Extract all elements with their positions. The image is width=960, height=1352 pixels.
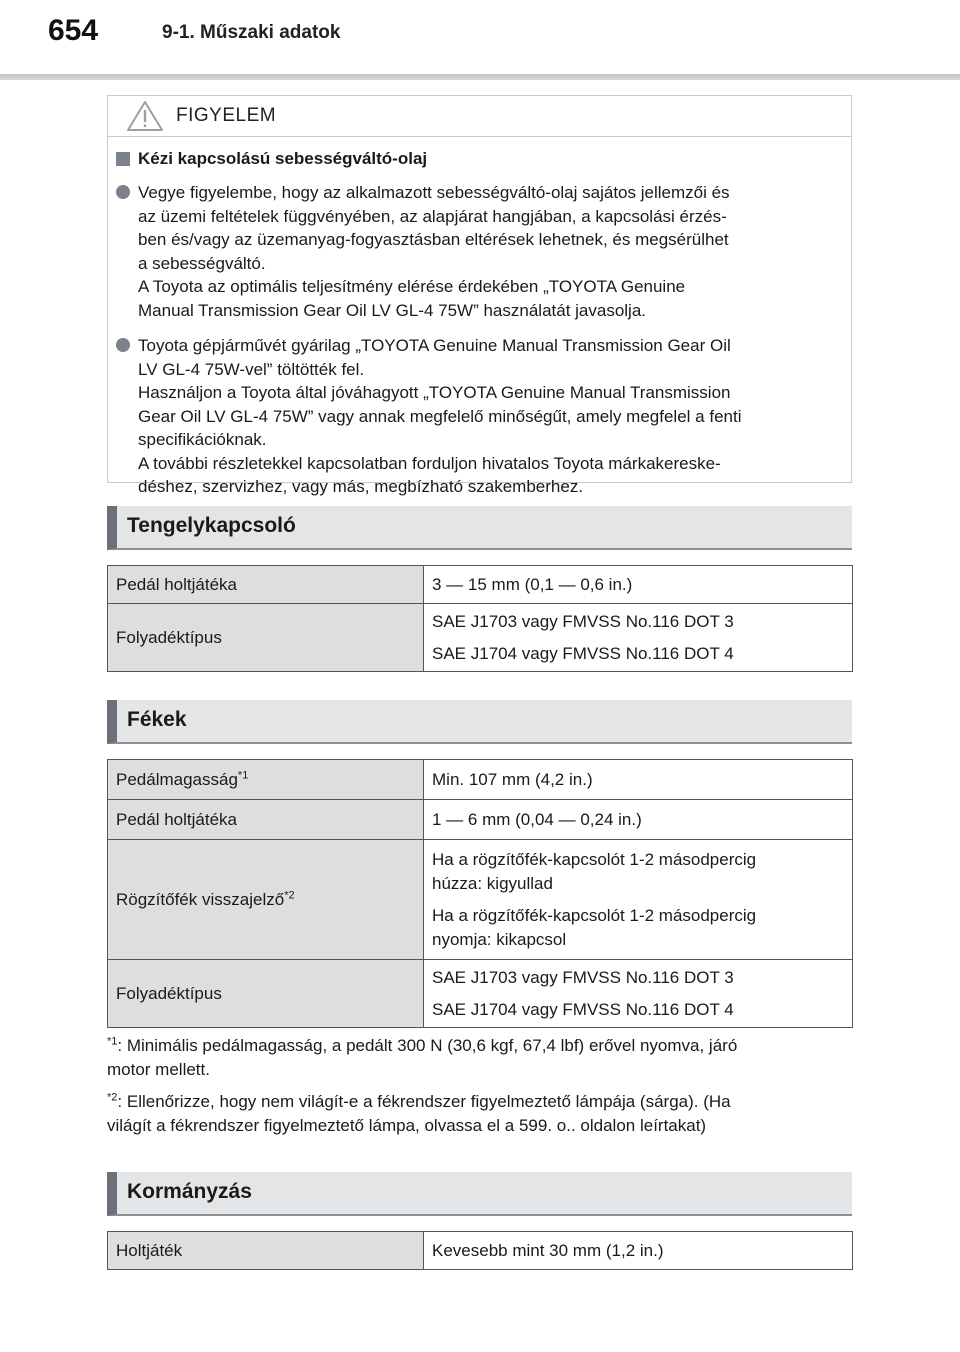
footnote-mark: *2	[107, 1091, 118, 1104]
footnotes	[107, 1034, 852, 1146]
brakes-spec-table	[107, 759, 853, 1028]
table-row	[108, 604, 853, 672]
spec-value: Min. 107 mm (4,2 in.)	[424, 760, 853, 800]
warning-triangle-icon	[126, 100, 164, 132]
spec-value: SAE J1703 vagy FMVSS No.116 DOT 3 SAE J1704 vagy FMVSS No.116 DOT 4	[424, 604, 853, 672]
steering-spec-table	[107, 1231, 853, 1270]
footnote-text: : Ellenőrizze, hogy nem világít-e a fékrendszer figyelmeztető lámpája (sárga). (Ha világít a fékrendszer figyelmeztető lámpa, olvassa el a 599. o.. oldalon leírtakat)	[107, 1092, 731, 1135]
spec-key: Pedálmagasság$^{*1}$	[108, 760, 424, 800]
spec-value: 3 — 15 mm (0,1 — 0,6 in.)	[424, 566, 853, 604]
table-row	[108, 800, 853, 840]
section-heading-brakes	[107, 700, 852, 744]
square-bullet-icon	[116, 152, 130, 166]
section-heading-steering	[107, 1172, 852, 1216]
round-bullet-icon	[116, 338, 130, 352]
warning-bullet-2	[116, 334, 835, 499]
warning-bullet-1	[116, 181, 835, 322]
clutch-spec-table	[107, 565, 853, 672]
chapter-title: 9-1. Műszaki adatok	[162, 22, 341, 43]
footnote-1	[107, 1034, 852, 1082]
warning-box	[107, 95, 852, 496]
warning-bullet-text: Vegye figyelembe, hogy az alkalmazott sebességváltó-olaj sajátos jellemzői és az üzemi feltételek függvényében, az alapjárat hangjában, a kapcsolási érzés- ben és/vagy az üzemanyag-fogyasztásban eltérések lehetnek, és megsérülhet a sebességváltó. A Toyota az optimális teljesítmény elérése érdekében „TOYOTA Genuine Manual Transmission Gear Oil LV GL-4 75W” használatát javasolja.	[138, 183, 730, 320]
warning-header	[108, 96, 851, 137]
page-header	[0, 0, 960, 80]
spec-key: Pedál holtjátéka	[108, 800, 424, 840]
page-number: 654	[48, 14, 99, 47]
spec-value: SAE J1703 vagy FMVSS No.116 DOT 3 SAE J1704 vagy FMVSS No.116 DOT 4	[424, 960, 853, 1028]
warning-title: FIGYELEM	[176, 105, 277, 126]
footnote-2	[107, 1090, 852, 1138]
warning-body	[108, 137, 851, 499]
table-row	[108, 1232, 853, 1270]
warning-bullet-text: Toyota gépjárművét gyárilag „TOYOTA Genuine Manual Transmission Gear Oil LV GL-4 75W-vel” töltötték fel. Használjon a Toyota által jóváhagyott „TOYOTA Genuine Manual Transmission Gear Oil LV GL-4 75W” vagy annak megfelelő minőségűt, amely megfelel a fenti specifikációknak. A további részletekkel kapcsolatban forduljon hivatalos Toyota márkakereske- déshez, szervizhez, vagy más, megbízható szakemberhez.	[138, 336, 742, 496]
table-row	[108, 566, 853, 604]
section-title: Fékek	[127, 708, 187, 731]
footnote-ref: *2	[284, 888, 295, 901]
footnote-text: : Minimális pedálmagasság, a pedált 300 N (30,6 kgf, 67,4 lbf) erővel nyomva, járó motor mellett.	[107, 1036, 738, 1079]
spec-value: 1 — 6 mm (0,04 — 0,24 in.)	[424, 800, 853, 840]
warning-subheading-text: Kézi kapcsolású sebességváltó-olaj	[138, 149, 428, 168]
spec-key: Pedál holtjátéka	[108, 566, 424, 604]
spec-key: Folyadéktípus	[108, 960, 424, 1028]
spec-key: Rögzítőfék visszajelző$^{*2}$	[108, 840, 424, 960]
spec-value: Ha a rögzítőfék-kapcsolót 1-2 másodpercig húzza: kigyullad Ha a rögzítőfék-kapcsolót 1-2 másodpercig nyomja: kikapcsol	[424, 840, 853, 960]
footnote-ref: *1	[237, 768, 249, 781]
header-rule	[0, 74, 960, 80]
spec-key: Folyadéktípus	[108, 604, 424, 672]
round-bullet-icon	[116, 185, 130, 199]
spec-key: Holtjáték	[108, 1232, 424, 1270]
section-title: Tengelykapcsoló	[127, 514, 296, 537]
footnote-mark: *1	[107, 1035, 118, 1048]
spec-value: Kevesebb mint 30 mm (1,2 in.)	[424, 1232, 853, 1270]
warning-subheading	[116, 149, 835, 169]
table-row	[108, 760, 853, 800]
table-row	[108, 960, 853, 1028]
table-row	[108, 840, 853, 960]
section-title: Kormányzás	[127, 1180, 252, 1203]
section-heading-clutch	[107, 506, 852, 550]
